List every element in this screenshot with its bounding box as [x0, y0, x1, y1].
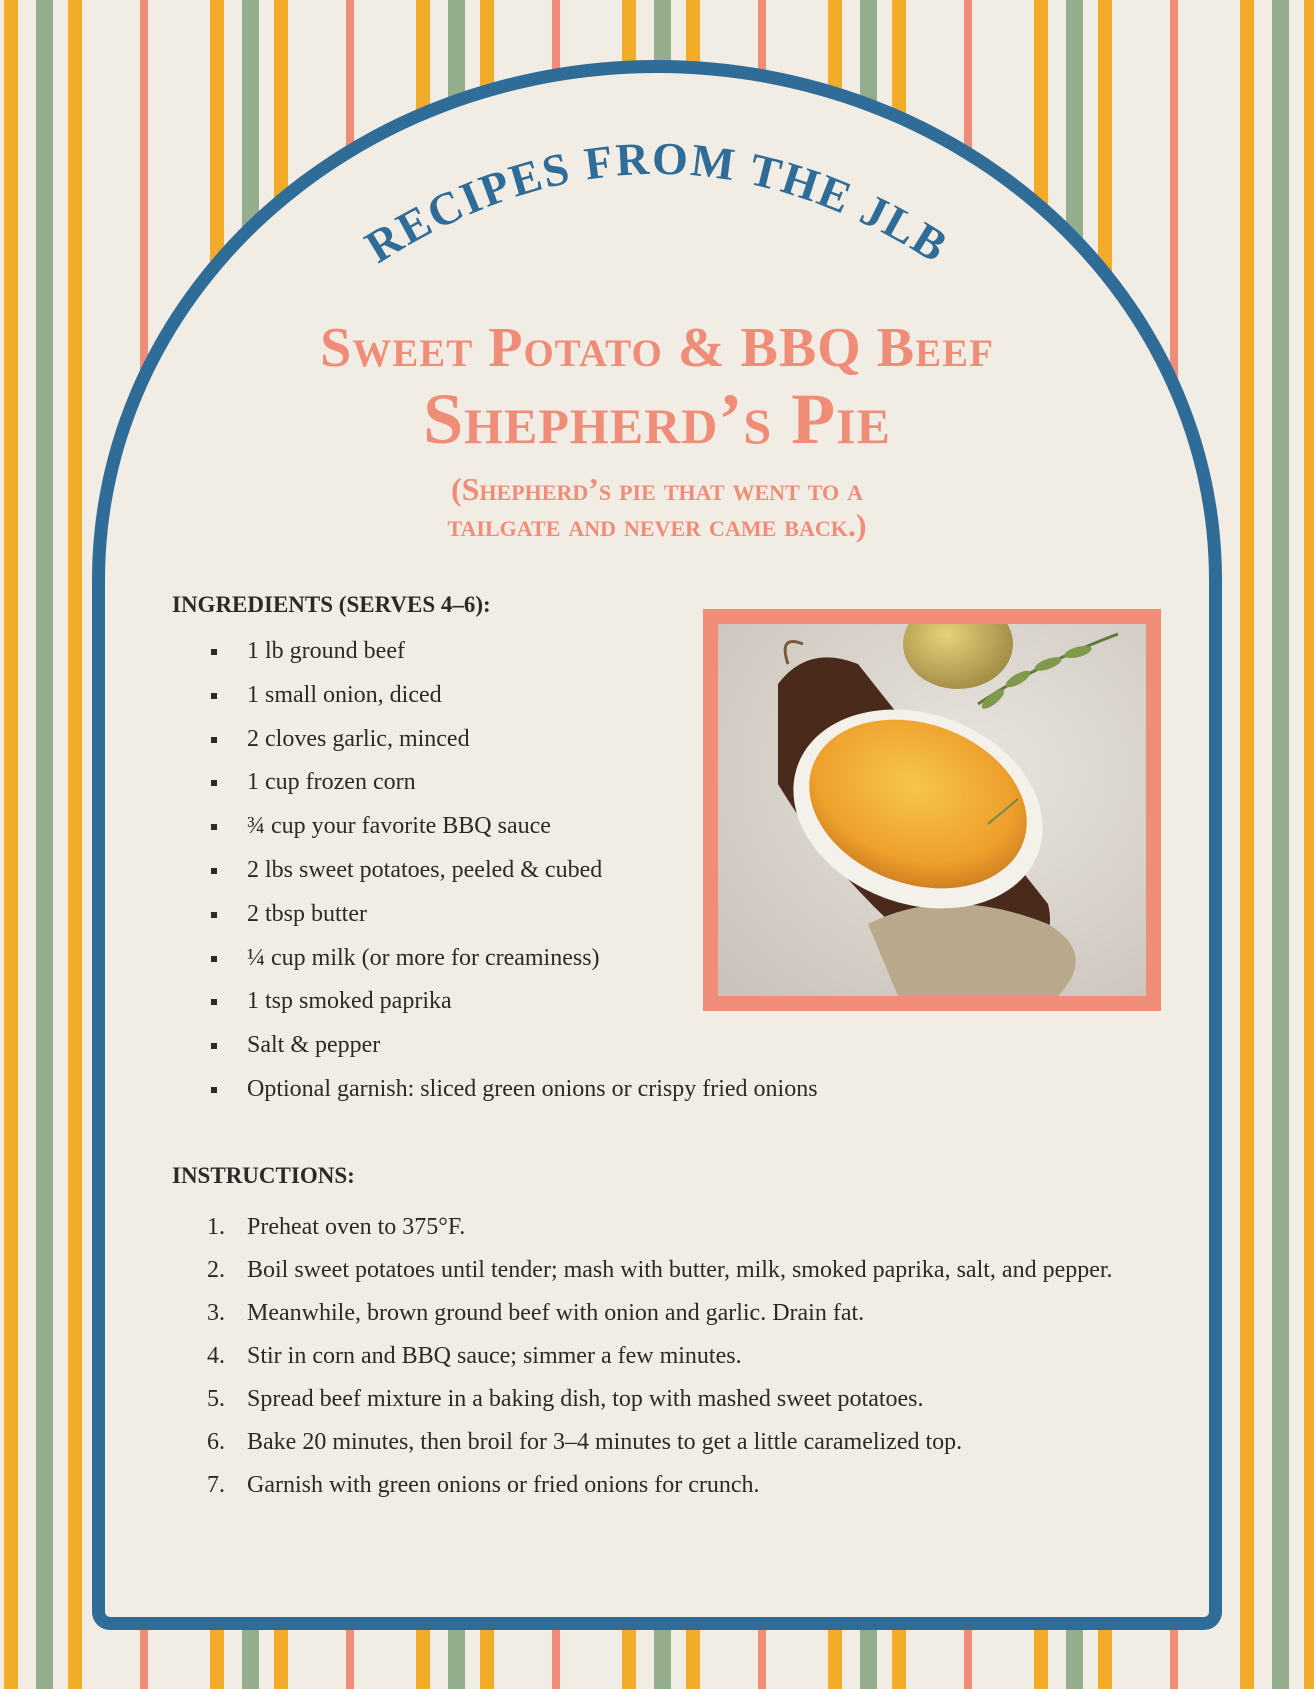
bullet-icon [211, 649, 217, 655]
list-item [0, 1421, 1127, 1464]
step-text: Spread beef mixture in a baking dish, top with mashed sweet potatoes. [247, 1386, 924, 1412]
step-text: Bake 20 minutes, then broil for 3–4 minutes to get a little caramelized top. [247, 1429, 963, 1455]
step-text: Meanwhile, brown ground beef with onion and garlic. Drain fat. [247, 1300, 865, 1326]
bullet-icon [211, 956, 217, 962]
step-text: Preheat oven to 375°F. [247, 1214, 466, 1240]
bullet-icon [211, 912, 217, 918]
subtitle-line1: (Shepherd’s pie that went to a [450, 471, 864, 507]
list-item [0, 1378, 1127, 1421]
ingredient-text: ¾ cup your favorite BBQ sauce [247, 813, 551, 840]
step-number: 4. [207, 1343, 225, 1369]
recipe-title-line2: Shepherd’s Pie [423, 379, 891, 459]
bullet-icon [211, 1087, 217, 1093]
step-text: Stir in corn and BBQ sauce; simmer a few minutes. [247, 1343, 742, 1369]
step-number: 6. [207, 1429, 225, 1455]
svg-text:RECIPES FROM THE JLB [356, 133, 957, 273]
list-item [0, 1464, 1127, 1507]
ingredient-text: 2 cloves garlic, minced [247, 725, 470, 752]
ingredient-text: 1 small onion, diced [247, 681, 442, 708]
bullet-icon [211, 1043, 217, 1049]
bullet-icon [211, 693, 217, 699]
step-number: 5. [207, 1386, 225, 1412]
arc-title [0, 0, 1314, 300]
bullet-icon [211, 824, 217, 830]
step-number: 1. [207, 1214, 225, 1240]
instructions-heading: INSTRUCTIONS: [172, 1163, 355, 1188]
ingredient-text: ¼ cup milk (or more for creaminess) [247, 944, 600, 971]
bullet-icon [211, 999, 217, 1005]
ingredients-heading: INGREDIENTS (SERVES 4–6): [172, 592, 491, 617]
step-text: Garnish with green onions or fried onions for crunch. [247, 1472, 760, 1498]
bullet-icon [211, 780, 217, 786]
instructions-list [0, 1206, 1127, 1507]
bullet-icon [211, 737, 217, 743]
ingredient-text: 2 tbsp butter [247, 900, 367, 927]
recipe-title-line1: Sweet Potato & BBQ Beef [320, 317, 994, 379]
shepherds-pie-photo-icon [718, 624, 1146, 996]
ingredient-text: 1 lb ground beef [247, 638, 405, 664]
step-number: 3. [207, 1300, 225, 1326]
step-text: Boil sweet potatoes until tender; mash with butter, milk, smoked paprika, salt, and pepper. [247, 1257, 1113, 1283]
recipe-photo [703, 609, 1161, 1011]
arc-title-text: RECIPES FROM THE JLB [356, 132, 958, 273]
list-item [0, 1249, 1127, 1292]
ingredient-text: 2 lbs sweet potatoes, peeled & cubed [247, 856, 603, 883]
ingredient-text: Optional garnish: sliced green onions or crispy fried onions [247, 1075, 818, 1102]
ingredient-text: Salt & pepper [247, 1032, 381, 1059]
ingredient-text: 1 cup frozen corn [247, 769, 416, 796]
list-item [0, 1335, 1127, 1378]
list-item [0, 1292, 1127, 1335]
step-number: 7. [207, 1472, 225, 1498]
recipe-subtitle [0, 471, 1314, 543]
ingredient-text: 1 tsp smoked paprika [247, 988, 452, 1015]
bullet-icon [211, 868, 217, 874]
step-number: 2. [207, 1257, 225, 1283]
subtitle-line2: tailgate and never came back.) [447, 507, 867, 543]
list-item [0, 1206, 1127, 1249]
